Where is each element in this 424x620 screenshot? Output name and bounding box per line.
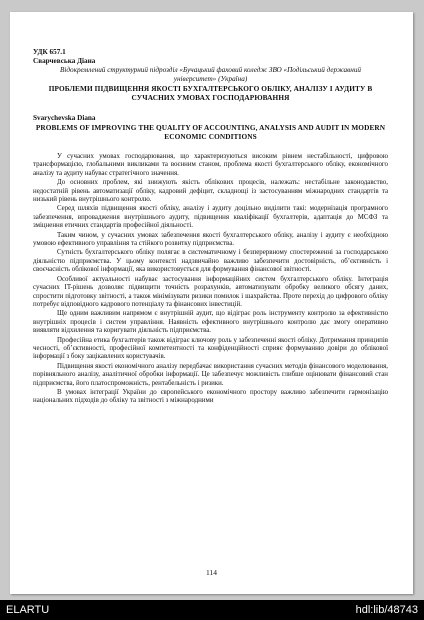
paragraph: Таким чином, у сучасних умовах забезпечення якості бухгалтерського обліку, аналізу і аудиту є необхідною умовою ефективного управління та стійкого розвитку підприємства.	[33, 231, 388, 248]
paragraph: В умовах інтеграції України до європейського економічного простору важливо забезпечити гармонізацію національних підходів до обліку та звітності з міжнародними	[33, 388, 388, 405]
repository-footer	[0, 600, 424, 620]
document-page	[10, 12, 413, 594]
author-affiliation: Відокремлений структурний підрозділ «Бучацький фаховий коледж ЗВО «Подільський державний університет» (Україна)	[59, 66, 362, 83]
title-ua: ПРОБЛЕМИ ПІДВИЩЕННЯ ЯКОСТІ БУХГАЛТЕРСЬКОГО ОБЛІКУ, АНАЛІЗУ І АУДИТУ В СУЧАСНИХ УМОВАХ ГОСПОДАРЮВАННЯ	[48, 84, 373, 102]
author-name-ua: Сварчевська Діана	[33, 57, 96, 65]
repository-name: ELARTU	[6, 604, 50, 616]
paragraph: Серед шляхів підвищення якості обліку, аналізу і аудиту доцільно виділити такі: модернізація програмного забезпечення, впровадження внутрішнього аудиту, підвищення кваліфікації бухгалтерів, адаптація до МСФЗ та зміцнення етичних стандартів професійної діяльності.	[33, 205, 388, 230]
page-content	[33, 48, 388, 406]
paragraph: Ще одним важливим напрямом є внутрішній аудит, що відіграє роль інструменту контролю за ефективністю внутрішніх процесів і систем управління. Наявність ефективного внутрішнього контролю дає змогу оперативно виявляти відхилення та коригувати діяльність підприємства.	[33, 310, 388, 335]
paragraph: Сутність бухгалтерського обліку полягає в систематичному і безперервному спостереженні за господарською діяльністю підприємства. У цьому контексті надзвичайно важливо забезпечити достовірність, об’єктивність і своєчасність облікової інформації, яка використовується для формування фінансової звітності.	[33, 249, 388, 274]
handle-id: hdl:lib/48743	[355, 604, 418, 616]
page-number: 114	[206, 568, 217, 577]
udk-code: УДК 657.1	[33, 48, 66, 56]
paragraph: До основних проблем, які знижують якість облікових процесів, належать: нестабільне законодавство, недостатній рівень автоматизації обліку, кадровий дефіцит, складнощі із застосуванням міжнародних стандартів та низький рівень внутрішнього контролю.	[33, 179, 388, 204]
paragraph: Професійна етика бухгалтерів також відіграє ключову роль у забезпеченні якості обліку. Дотримання принципів чесності, об’єктивності, професійної компетентності та конфіденційності сприяє формуванню довіри до облікової інформації з боку зацікавлених користувачів.	[33, 336, 388, 361]
paragraph: Особливої актуальності набуває застосування інформаційних систем бухгалтерського обліку. Інтеграція сучасних IT-рішень дозволяє підвищити точність розрахунків, автоматизувати обробку великого обсягу даних, спростити підготовку звітності, а також мінімізувати ризики помилок і шахрайства. Проте перехід до цифрового обліку потребує відповідного кадрового потенціалу та фінансових інвестицій.	[33, 275, 388, 308]
title-en: PROBLEMS OF IMPROVING THE QUALITY OF ACCOUNTING, ANALYSIS AND AUDIT IN MODERN ECONOMIC CONDITIONS	[35, 123, 386, 141]
author-name-en: Svarychevska Diana	[33, 114, 96, 122]
paragraph: У сучасних умовах господарювання, що характеризуються високим рівнем нестабільності, цифровою трансформацією, глобальними викликами та воєнним станом, проблема якості бухгалтерського обліку, економічного аналізу та аудиту набуває стратегічного значення.	[33, 153, 388, 177]
body-text	[33, 153, 388, 406]
paragraph: Підвищення якості економічного аналізу передбачає використання сучасних методів фінансового моделювання, порівняльного аналізу, аналітичної обробки інформації. Це забезпечує можливість глибше оцінювати фінансовий стан підприємства, його платоспроможність, рентабельність і ризики.	[33, 362, 388, 387]
